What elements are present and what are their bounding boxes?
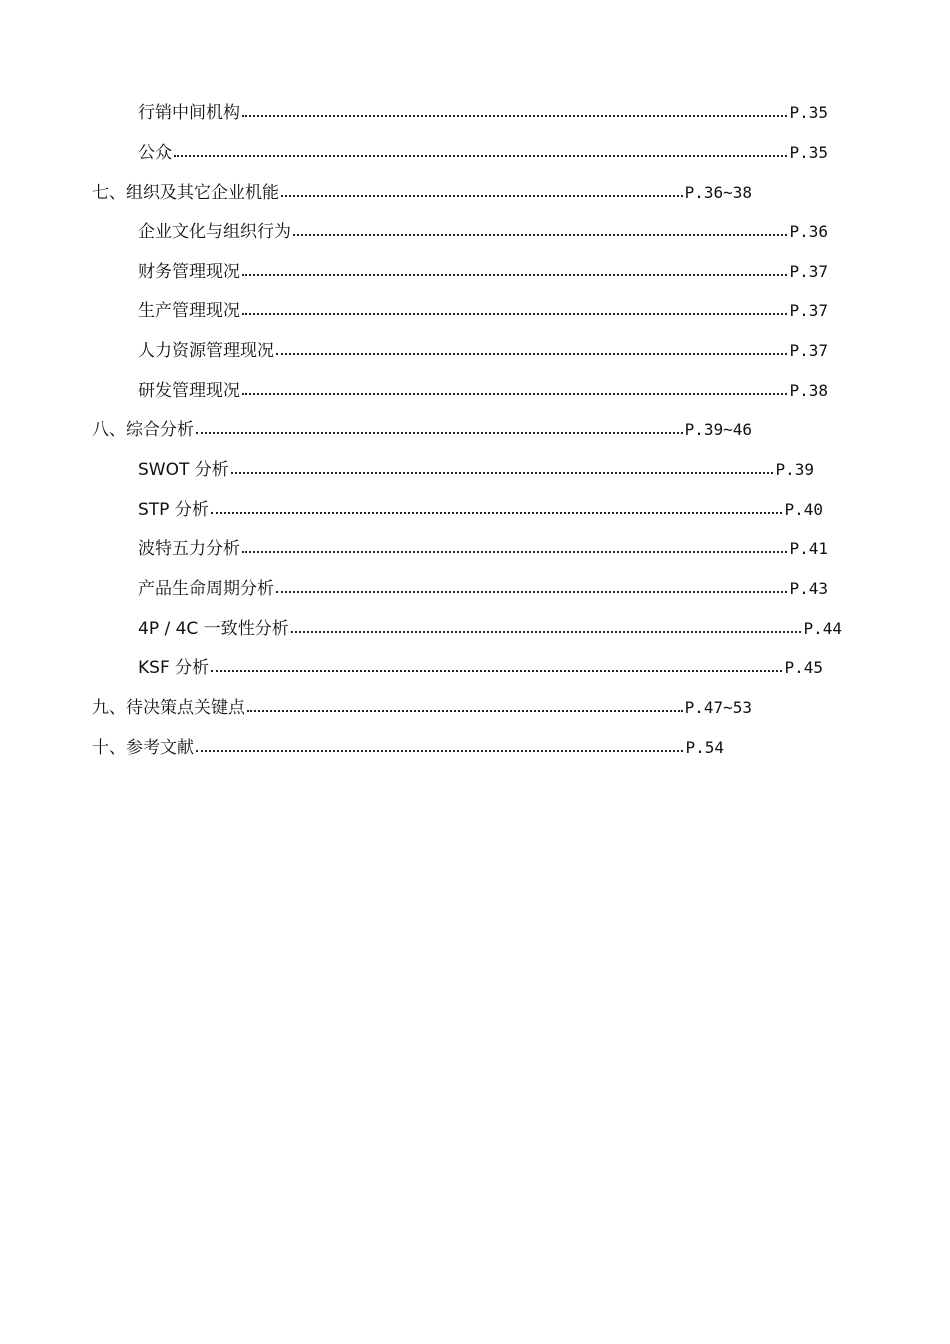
toc-entry-page: P.44 <box>803 619 842 638</box>
toc-entry-label: 十、参考文献 <box>92 738 194 758</box>
toc-entry-label: 公众 <box>138 143 172 163</box>
toc-entry-corporate-culture <box>138 218 828 246</box>
toc-entry-finance <box>138 258 828 286</box>
toc-dot-leader <box>242 274 787 276</box>
toc-section-7 <box>92 179 752 207</box>
toc-dot-leader <box>293 234 787 236</box>
toc-entry-swot <box>138 456 814 484</box>
toc-dot-leader <box>231 472 774 474</box>
toc-section-8 <box>92 416 752 444</box>
toc-dot-leader <box>242 393 787 395</box>
toc-entry-4p-4c <box>138 615 842 643</box>
toc-entry-page: P.37 <box>789 341 828 360</box>
toc-dot-leader <box>247 710 683 712</box>
toc-section-9 <box>92 694 752 722</box>
toc-entry-page: P.36 <box>789 222 828 241</box>
toc-dot-leader <box>242 313 787 315</box>
toc-entry-page: P.39 <box>775 460 814 479</box>
toc-entry-page: P.43 <box>789 579 828 598</box>
toc-entry-label: 八、综合分析 <box>92 420 194 440</box>
toc-entry-label: 九、待决策点关键点 <box>92 698 245 718</box>
toc-entry-page: P.54 <box>685 738 724 757</box>
toc-dot-leader <box>196 750 683 752</box>
toc-entry-label: 4P / 4C 一致性分析 <box>138 619 289 639</box>
toc-entry-page: P.39~46 <box>684 420 752 439</box>
toc-entry-page: P.41 <box>789 539 828 558</box>
toc-entry-product-life-cycle <box>138 575 828 603</box>
toc-section-10 <box>92 734 724 762</box>
toc-entry-page: P.38 <box>789 381 828 400</box>
toc-entry-porter-five-forces <box>138 535 828 563</box>
toc-entry-publics <box>138 139 828 167</box>
toc-entry-label: KSF 分析 <box>138 658 210 678</box>
toc-entry-page: P.47~53 <box>684 698 752 717</box>
toc-dot-leader <box>281 195 683 197</box>
toc-entry-label: 行销中间机构 <box>138 103 240 123</box>
toc-entry-label: 研发管理现况 <box>138 381 240 401</box>
toc-entry-production <box>138 297 828 325</box>
toc-entry-page: P.35 <box>789 103 828 122</box>
toc-entry-label: 波特五力分析 <box>138 539 240 559</box>
toc-entry-label: 生产管理现况 <box>138 301 240 321</box>
toc-entry-label: 企业文化与组织行为 <box>138 222 291 242</box>
toc-entry-label: 产品生命周期分析 <box>138 579 274 599</box>
toc-entry-stp <box>138 496 823 524</box>
toc-entry-label: 人力资源管理现况 <box>138 341 274 361</box>
toc-dot-leader <box>276 353 787 355</box>
toc-dot-leader <box>211 670 782 672</box>
toc-entry-label: 七、组织及其它企业机能 <box>92 183 279 203</box>
toc-dot-leader <box>242 551 787 553</box>
toc-entry-rnd <box>138 377 828 405</box>
toc-dot-leader <box>242 115 787 117</box>
toc-entry-label: SWOT 分析 <box>138 460 229 480</box>
toc-dot-leader <box>276 591 787 593</box>
toc-dot-leader <box>174 155 787 157</box>
toc-dot-leader <box>196 432 683 434</box>
toc-entry-marketing-intermediaries <box>138 99 828 127</box>
toc-entry-human-resources <box>138 337 828 365</box>
toc-entry-page: P.45 <box>784 658 823 677</box>
toc-dot-leader <box>211 512 783 514</box>
toc-entry-page: P.37 <box>789 301 828 320</box>
toc-entry-page: P.37 <box>789 262 828 281</box>
toc-entry-page: P.40 <box>784 500 823 519</box>
toc-entry-page: P.35 <box>789 143 828 162</box>
toc-entry-label: STP 分析 <box>138 500 209 520</box>
toc-entry-page: P.36~38 <box>684 183 752 202</box>
toc-entry-label: 财务管理现况 <box>138 262 240 282</box>
toc-dot-leader <box>291 631 802 633</box>
toc-entry-ksf <box>138 654 823 682</box>
